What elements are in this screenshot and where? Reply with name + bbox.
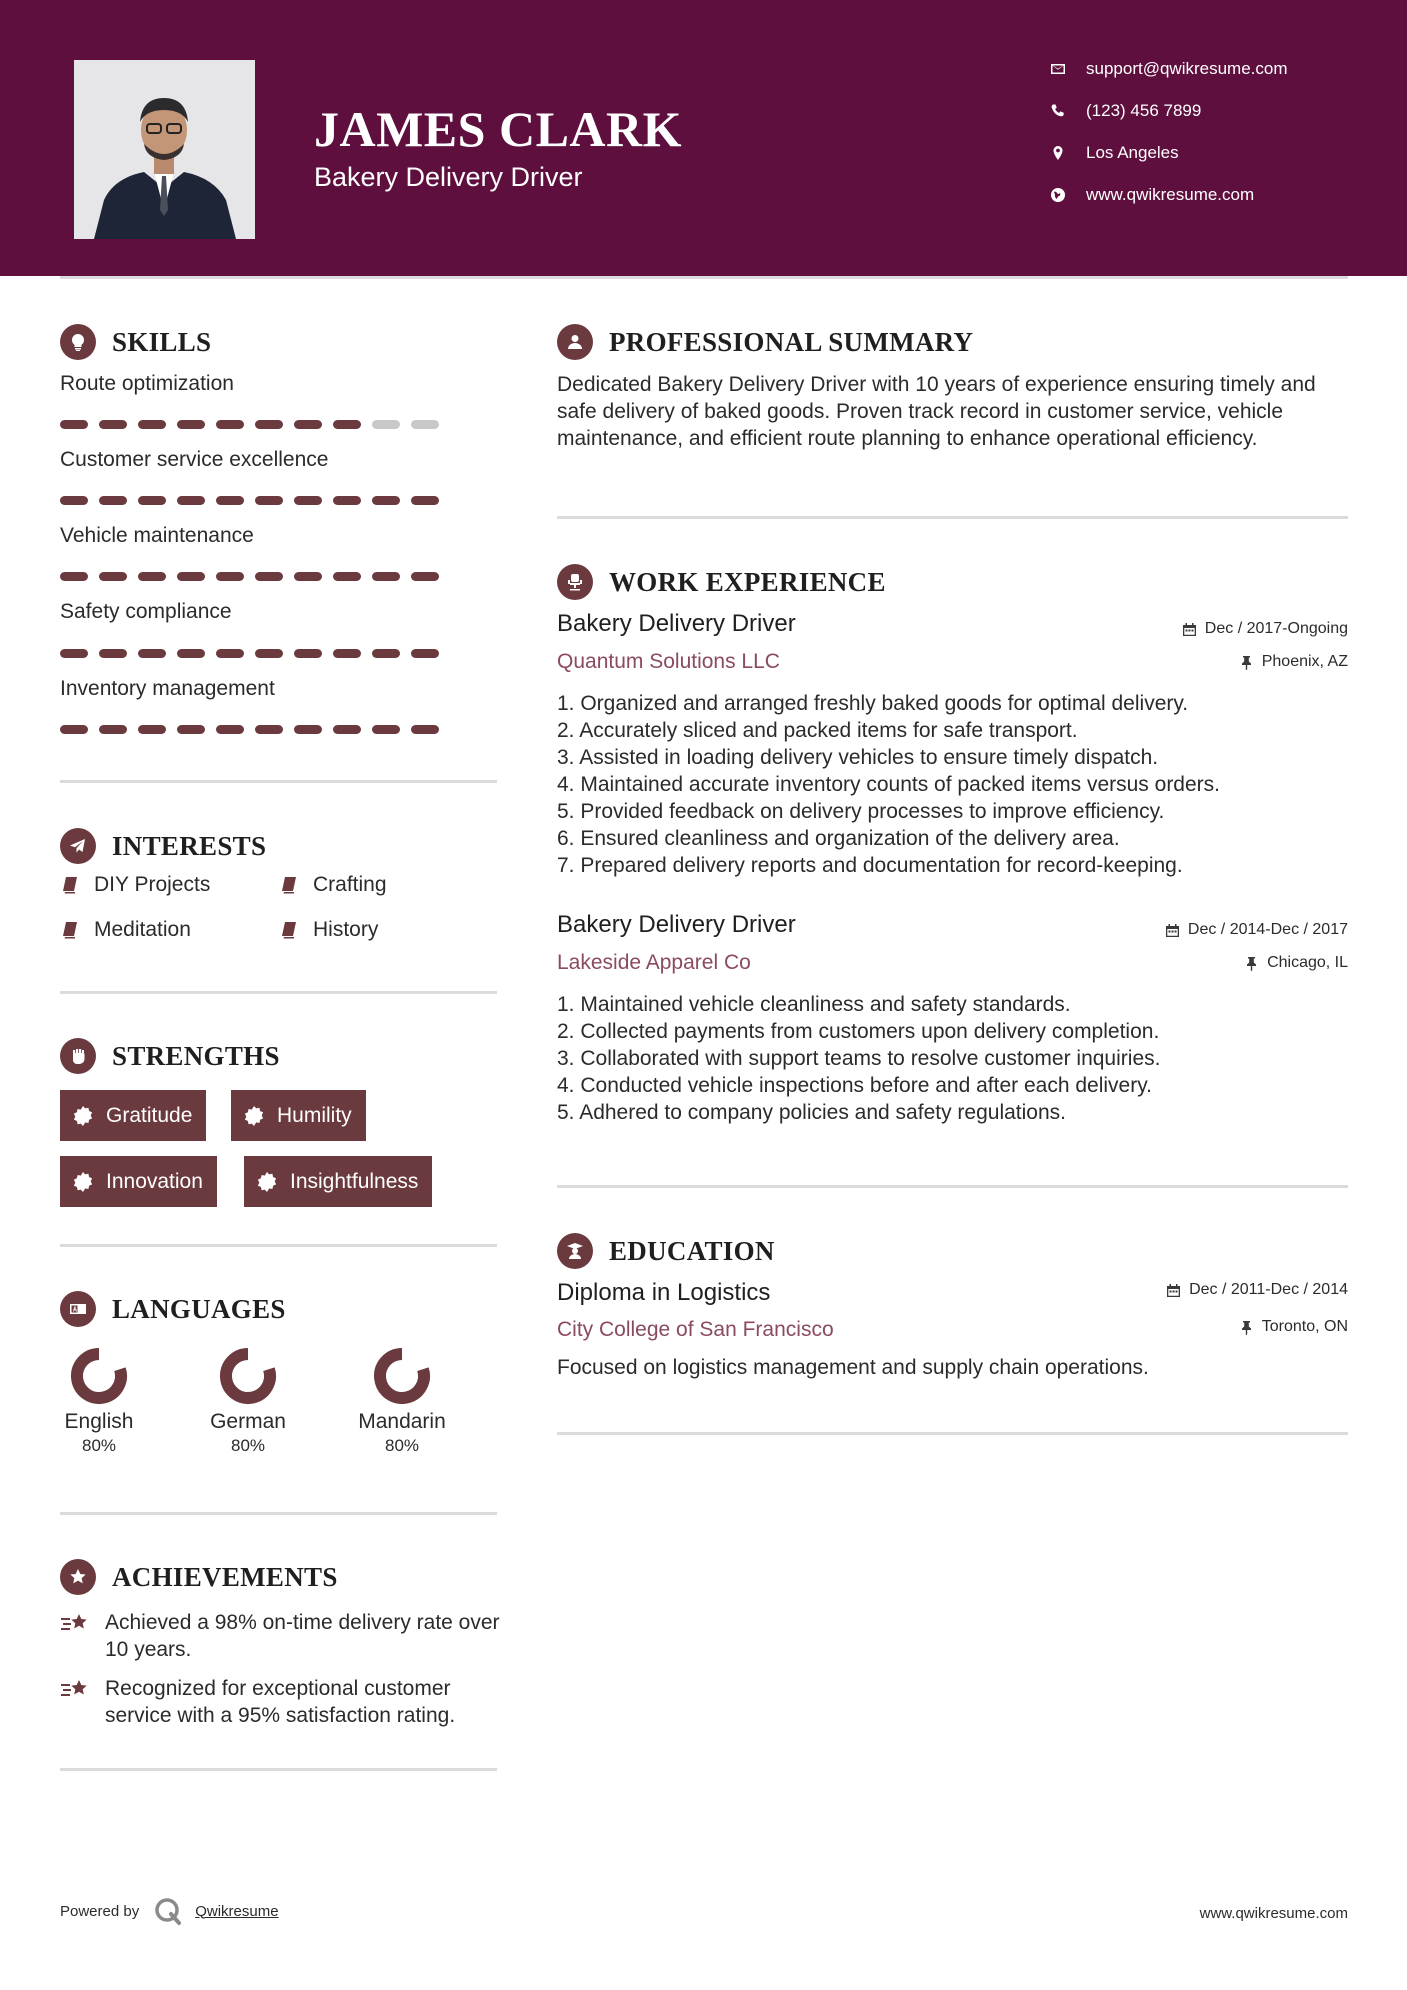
skill-name: Vehicle maintenance (60, 524, 254, 547)
work-heading: WORK EXPERIENCE (557, 562, 886, 602)
skill-level-dot (138, 420, 166, 429)
skill-level-dot (255, 649, 283, 658)
job-location: Phoenix, AZ (1239, 653, 1348, 671)
skill-level-dot (216, 649, 244, 658)
skill-level-dot (177, 496, 205, 505)
school-name: City College of San Francisco (557, 1318, 834, 1341)
section-divider (60, 780, 497, 783)
brand-link[interactable]: Qwikresume (195, 1902, 279, 1920)
list-item: 5. Adhered to company policies and safety regulations. (557, 1101, 1066, 1124)
user-icon (565, 332, 585, 352)
interest-item: Crafting (279, 873, 387, 897)
skill-level-dot (60, 649, 88, 658)
achievement-item: Achieved a 98% on-time delivery rate over 10 years. (60, 1609, 500, 1663)
contact-location-text: Los Angeles (1086, 143, 1179, 162)
fist-icon (68, 1046, 88, 1066)
section-divider (557, 516, 1348, 519)
language-progress-arc (380, 1354, 424, 1398)
graduate-icon (565, 1241, 585, 1261)
skill-level-dot (177, 649, 205, 658)
education-heading: EDUCATION (557, 1231, 775, 1271)
envelope-icon (1050, 61, 1066, 77)
skill-level-dot (138, 725, 166, 734)
section-divider (60, 1244, 497, 1247)
strength-badge: Gratitude (60, 1090, 206, 1141)
skill-level-dot (177, 572, 205, 581)
skill-level-dot (333, 725, 361, 734)
book-icon (279, 875, 299, 895)
education-description: Focused on logistics management and supply chain operations. (557, 1356, 1149, 1379)
list-item: 5. Provided feedback on delivery processes to improve efficiency. (557, 800, 1165, 823)
interest-item: DIY Projects (60, 873, 210, 897)
language-item: German 80% (188, 1344, 308, 1456)
skill-level-dot (294, 420, 322, 429)
skill-level-dot (333, 496, 361, 505)
skill-level-dot (411, 496, 439, 505)
company-name: Lakeside Apparel Co (557, 951, 751, 974)
list-item: 4. Conducted vehicle inspections before and after each delivery. (557, 1074, 1152, 1097)
contact-email-text: support@qwikresume.com (1086, 59, 1288, 78)
skill-level-dot (99, 725, 127, 734)
skill-level-dot (372, 572, 400, 581)
strengths-heading: STRENGTHS (60, 1036, 280, 1076)
education-location: Toronto, ON (1239, 1318, 1348, 1336)
language-progress-arc (77, 1354, 121, 1398)
job-location: Chicago, IL (1244, 954, 1348, 972)
skill-level-dot (294, 649, 322, 658)
section-divider (60, 1768, 497, 1771)
skill-level-dot (294, 496, 322, 505)
language-progress-ring (67, 1344, 131, 1408)
skill-level-dot (99, 496, 127, 505)
company-name: Quantum Solutions LLC (557, 650, 780, 673)
skill-level-bar (60, 496, 439, 505)
person-photo-icon (74, 60, 255, 239)
book-icon (60, 920, 80, 940)
candidate-name: JAMES CLARK (314, 101, 683, 157)
job-duties-list (557, 690, 1348, 879)
skill-name: Inventory management (60, 677, 275, 700)
skill-level-dot (99, 572, 127, 581)
skill-level-dot (411, 420, 439, 429)
header-divider (60, 276, 1348, 279)
job-date: Dec / 2014-Dec / 2017 (1165, 921, 1348, 939)
footer-powered-by: Powered by Qwikresume (60, 1896, 279, 1926)
skill-level-dot (411, 725, 439, 734)
language-icon (68, 1299, 88, 1319)
list-item: 4. Maintained accurate inventory counts of packed items versus orders. (557, 773, 1220, 796)
skill-level-dot (138, 496, 166, 505)
phone-icon (1050, 103, 1066, 119)
job-title: Bakery Delivery Driver (557, 610, 796, 637)
summary-text: Dedicated Bakery Delivery Driver with 10 years of experience ensuring timely and safe delivery of baked goods. Proven track record in customer service, vehicle maintenance, and efficient route planning to enhance operational efficiency. (557, 373, 1316, 450)
qwikresume-logo-icon (153, 1896, 183, 1926)
skill-level-dot (99, 420, 127, 429)
skill-level-dot (99, 649, 127, 658)
skill-level-dot (60, 496, 88, 505)
language-progress-arc (226, 1354, 270, 1398)
skill-level-dot (372, 725, 400, 734)
footer-url[interactable]: www.qwikresume.com (1199, 1905, 1348, 1922)
skill-level-dot (372, 649, 400, 658)
skill-name: Customer service excellence (60, 448, 329, 471)
skill-level-dot (255, 420, 283, 429)
skill-name: Route optimization (60, 372, 234, 395)
skill-level-dot (255, 572, 283, 581)
skill-level-dot (216, 572, 244, 581)
skill-level-dot (372, 420, 400, 429)
skill-level-dot (255, 725, 283, 734)
list-item: 2. Collected payments from customers upon delivery completion. (557, 1020, 1160, 1043)
calendar-icon (1165, 923, 1180, 938)
skill-level-dot (60, 420, 88, 429)
badge-seal-icon (243, 1105, 265, 1127)
office-chair-icon (565, 572, 585, 592)
skill-level-bar (60, 725, 439, 734)
job-date: Dec / 2017-Ongoing (1182, 620, 1348, 638)
profile-photo (74, 60, 255, 239)
contact-phone[interactable] (1050, 96, 1380, 126)
list-item: 7. Prepared delivery reports and documentation for record-keeping. (557, 854, 1183, 877)
resume-header (0, 0, 1407, 276)
list-item: 1. Organized and arranged freshly baked goods for optimal delivery. (557, 692, 1189, 715)
shooting-star-icon (60, 1611, 90, 1637)
section-divider (60, 1512, 497, 1515)
job-title: Bakery Delivery Driver (557, 911, 796, 938)
paper-plane-icon (68, 836, 88, 856)
skill-level-dot (177, 725, 205, 734)
section-divider (557, 1185, 1348, 1188)
list-item: 3. Assisted in loading delivery vehicles to ensure timely dispatch. (557, 746, 1159, 769)
list-item: 6. Ensured cleanliness and organization of the delivery area. (557, 827, 1120, 850)
contact-website-text: www.qwikresume.com (1086, 185, 1255, 204)
language-progress-ring (370, 1344, 434, 1408)
skill-level-bar (60, 649, 439, 658)
skill-level-bar (60, 420, 439, 429)
skill-level-dot (411, 649, 439, 658)
list-item: 3. Collaborated with support teams to resolve customer inquiries. (557, 1047, 1161, 1070)
list-item: 1. Maintained vehicle cleanliness and safety standards. (557, 993, 1071, 1016)
skills-heading: SKILLS (60, 322, 211, 362)
interests-heading: INTERESTS (60, 826, 266, 866)
language-item: Mandarin 80% (342, 1344, 462, 1456)
skill-level-dot (216, 725, 244, 734)
calendar-icon (1166, 1283, 1181, 1298)
lightbulb-icon (68, 332, 88, 352)
skill-level-dot (216, 496, 244, 505)
contact-location (1050, 138, 1380, 168)
badge-seal-icon (72, 1171, 94, 1193)
skill-level-bar (60, 572, 439, 581)
achievements-heading: ACHIEVEMENTS (60, 1557, 338, 1597)
languages-heading: LANGUAGES (60, 1289, 286, 1329)
skill-name: Safety compliance (60, 600, 232, 623)
skill-level-dot (333, 572, 361, 581)
summary-heading: PROFESSIONAL SUMMARY (557, 322, 973, 362)
pushpin-icon (1244, 956, 1259, 971)
list-item: 2. Accurately sliced and packed items for safe transport. (557, 719, 1078, 742)
skill-level-dot (411, 572, 439, 581)
skill-level-dot (255, 496, 283, 505)
strength-badge: Insightfulness (244, 1156, 432, 1207)
contact-phone-text: (123) 456 7899 (1086, 101, 1202, 120)
language-item: English 80% (39, 1344, 159, 1456)
skill-level-dot (372, 496, 400, 505)
education-date: Dec / 2011-Dec / 2014 (1166, 1281, 1348, 1299)
book-icon (279, 920, 299, 940)
badge-seal-icon (72, 1105, 94, 1127)
skill-level-dot (60, 725, 88, 734)
section-divider (557, 1432, 1348, 1435)
star-badge-icon (68, 1567, 88, 1587)
section-divider (60, 991, 497, 994)
skill-level-dot (138, 649, 166, 658)
achievement-item: Recognized for exceptional customer service with a 95% satisfaction rating. (60, 1675, 500, 1729)
contact-website[interactable] (1050, 180, 1380, 210)
contact-email[interactable] (1050, 54, 1380, 84)
degree-title: Diploma in Logistics (557, 1279, 771, 1306)
job-duties-list (557, 991, 1348, 1126)
strength-badge: Humility (231, 1090, 366, 1141)
candidate-title: Bakery Delivery Driver (314, 162, 583, 192)
skill-level-dot (333, 649, 361, 658)
strength-badge: Innovation (60, 1156, 217, 1207)
pushpin-icon (1239, 655, 1254, 670)
shooting-star-icon (60, 1677, 90, 1703)
skill-level-dot (60, 572, 88, 581)
skill-level-dot (294, 572, 322, 581)
skill-level-dot (294, 725, 322, 734)
globe-icon (1050, 187, 1066, 203)
skill-level-dot (216, 420, 244, 429)
language-progress-ring (216, 1344, 280, 1408)
calendar-icon (1182, 622, 1197, 637)
interest-item: Meditation (60, 918, 191, 942)
book-icon (60, 875, 80, 895)
skill-level-dot (333, 420, 361, 429)
badge-seal-icon (256, 1171, 278, 1193)
pushpin-icon (1239, 1320, 1254, 1335)
skill-level-dot (177, 420, 205, 429)
skill-level-dot (138, 572, 166, 581)
map-pin-icon (1050, 145, 1066, 161)
interest-item: History (279, 918, 378, 942)
